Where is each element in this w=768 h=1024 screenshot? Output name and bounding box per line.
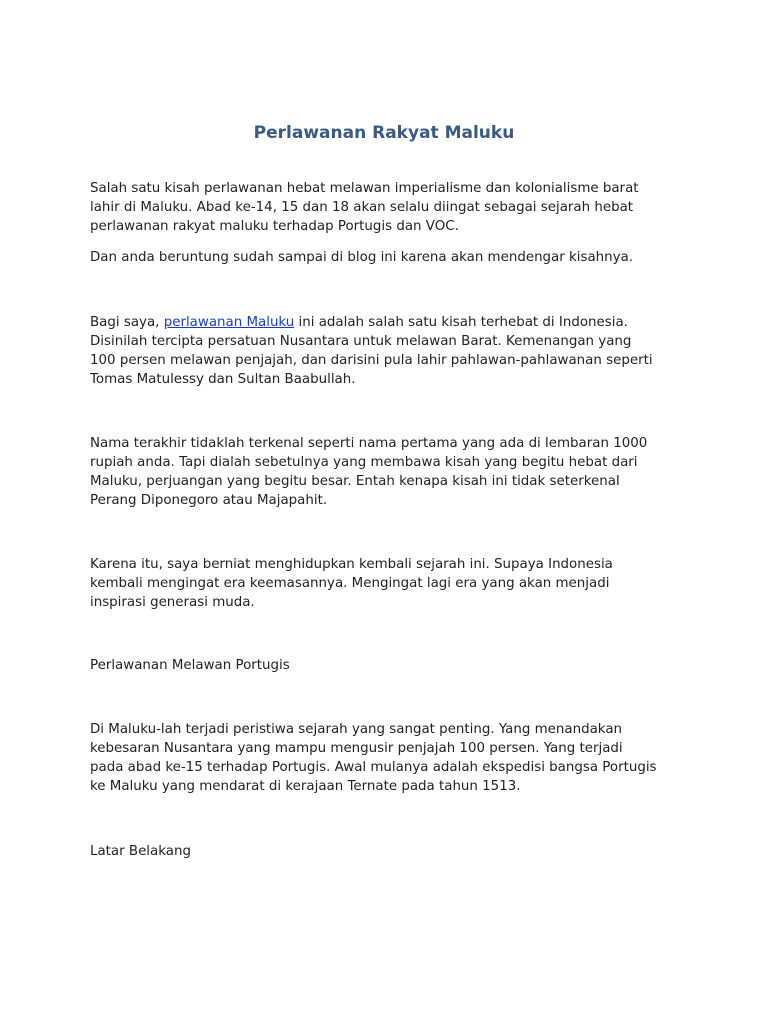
text-line: Karena itu, saya berniat menghidupkan kembali sejarah ini. Supaya Indonesia — [90, 557, 613, 572]
text-line: ke Maluku yang mendarat di kerajaan Ternate pada tahun 1513. — [90, 779, 521, 794]
text-line: kebesaran Nusantara yang mampu mengusir penjajah 100 persen. Yang terjadi — [90, 741, 623, 756]
paragraph-intro — [90, 179, 690, 236]
text-line: Nama terakhir tidaklah terkenal seperti nama pertama yang ada di lembaran 1000 — [90, 436, 648, 451]
text-line: pada abad ke-15 terhadap Portugis. Awal mulanya adalah ekspedisi bangsa Portugis — [90, 760, 657, 775]
perlawanan-maluku-link[interactable]: perlawanan Maluku — [163, 315, 295, 330]
text-line: lahir di Maluku. Abad ke-14, 15 dan 18 akan selalu diingat sebagai sejarah hebat — [90, 200, 634, 215]
text-line: perlawanan rakyat maluku terhadap Portugis dan VOC. — [90, 219, 459, 234]
section-heading-background — [90, 842, 690, 861]
text-line: Dan anda beruntung sudah sampai di blog ini karena akan mendengar kisahnya. — [90, 250, 634, 265]
paragraph-opinion — [90, 313, 690, 389]
text-line: Latar Belakang — [90, 844, 191, 859]
text-line: Perlawanan Melawan Portugis — [90, 658, 290, 673]
paragraph-intent — [90, 555, 690, 612]
text-line: Salah satu kisah perlawanan hebat melawan imperialisme dan kolonialisme barat — [90, 181, 639, 196]
paragraph-blog-note — [90, 248, 690, 267]
page-title: Perlawanan Rakyat Maluku — [253, 123, 515, 143]
text-line: Di Maluku-lah terjadi peristiwa sejarah yang sangat penting. Yang menandakan — [90, 722, 623, 737]
text-line: rupiah anda. Tapi dialah sebetulnya yang membawa kisah yang begitu hebat dari — [90, 455, 638, 470]
text-line: kembali mengingat era keemasannya. Mengingat lagi era yang akan menjadi — [90, 576, 610, 591]
text-line: Tomas Matulessy dan Sultan Baabullah. — [90, 372, 356, 387]
text-fragment: Bagi saya, — [90, 315, 164, 330]
text-line: Disinilah tercipta persatuan Nusantara untuk melawan Barat. Kemenangan yang — [90, 334, 632, 349]
text-line: Maluku, perjuangan yang begitu besar. Entah kenapa kisah ini tidak seterkenal — [90, 474, 620, 489]
section-heading-portugis — [90, 656, 690, 675]
text-line: inspirasi generasi muda. — [90, 595, 255, 610]
paragraph-last-name — [90, 434, 690, 510]
text-fragment: ini adalah salah satu kisah terhebat di Indonesia. — [294, 315, 628, 330]
text-line: 100 persen melawan penjajah, dan darisini pula lahir pahlawan-pahlawanan seperti — [90, 353, 653, 368]
paragraph-maluku-history — [90, 720, 690, 796]
text-line: Perang Diponegoro atau Majapahit. — [90, 493, 328, 508]
